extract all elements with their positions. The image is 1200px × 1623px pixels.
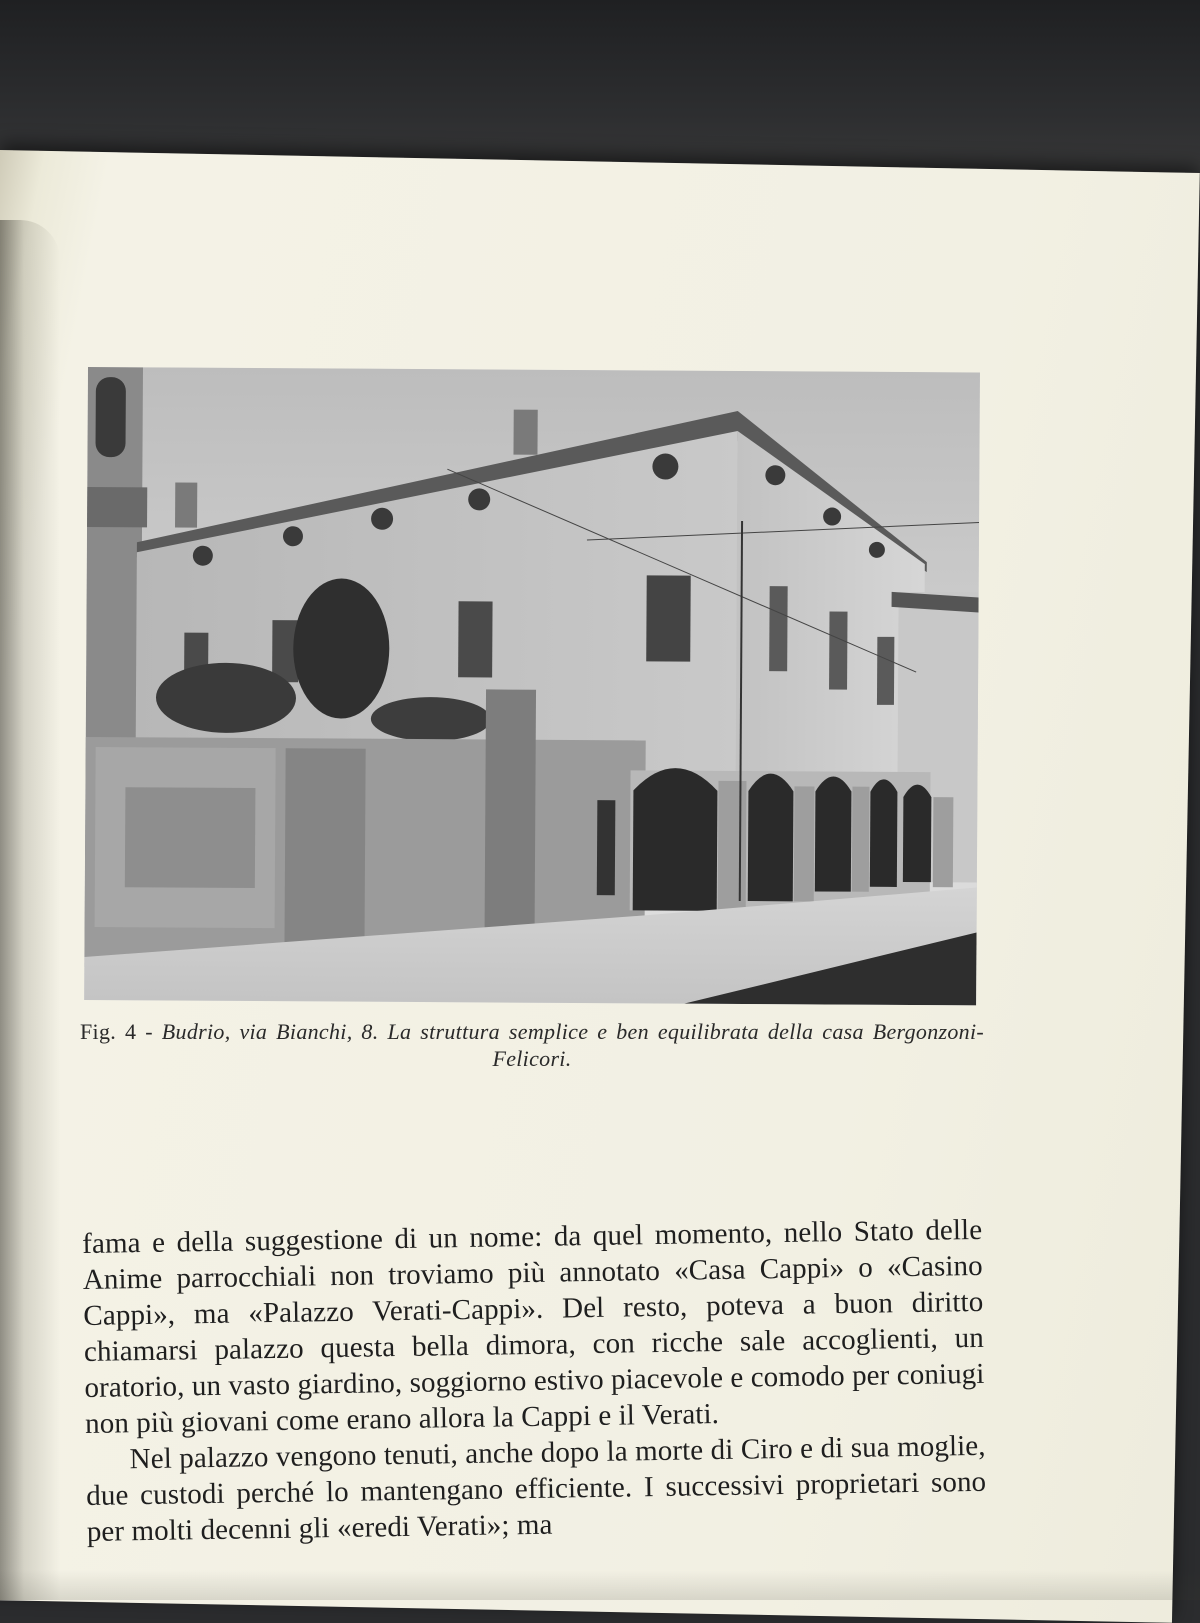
- page-bottom-shadow: [0, 1570, 1200, 1600]
- paragraph-2: Nel palazzo vengono tenuti, anche dopo la morte di Ciro e di sua moglie, due custodi perché lo mantengano efficiente. I successivi proprietari sono per molti decenni gli «eredi Verati»; ma: [85, 1429, 987, 1548]
- body-text: [82, 1212, 987, 1550]
- building-photo-illustration: [84, 367, 980, 1005]
- figure-caption: [80, 1018, 984, 1072]
- figure-photo: [84, 367, 980, 1005]
- book-gutter-shadow: [0, 220, 60, 1600]
- paragraph-1: fama e della suggestione di un nome: da quel momento, nello Stato delle Anime parrocchiali non troviamo più annotato «Casa Cappi» o «Casino Cappi», ma «Palazzo Verati-Cappi». Del resto, poteva a buon diritto chiamarsi palazzo questa bella dimora, con ricche sale accoglienti, un oratorio, un vasto giardino, soggiorno estivo piacevole e comodo per coniugi non più giovani come erano allora la Cappi e il Verati.: [82, 1213, 985, 1440]
- caption-prefix: Fig. 4 -: [80, 1019, 162, 1044]
- caption-text: Budrio, via Bianchi, 8. La struttura semplice e ben equilibrata della casa Bergonzoni-Felicori.: [161, 1019, 984, 1071]
